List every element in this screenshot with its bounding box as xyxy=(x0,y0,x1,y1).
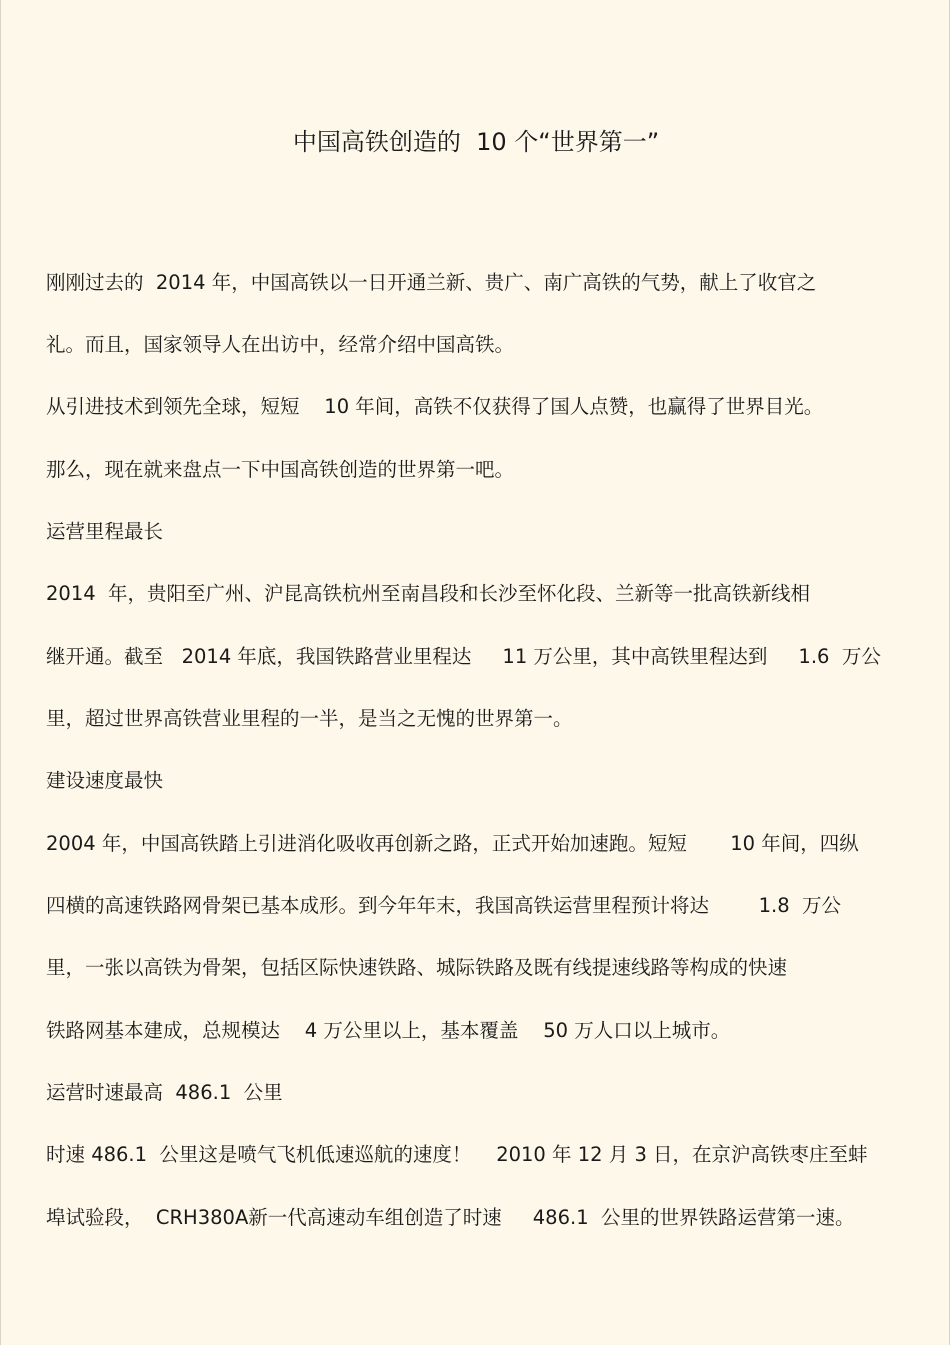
paragraph-line: 刚刚过去的 2014 年，中国高铁以一日开通兰新、贵广、南广高铁的气势，献上了收官之 xyxy=(46,271,817,294)
section-heading: 运营里程最长 xyxy=(46,520,164,543)
paragraph-line: 里，一张以高铁为骨架，包括区际快速铁路、城际铁路及既有线提速线路等构成的快速 xyxy=(46,956,788,979)
paragraph-line: 礼。而且，国家领导人在出访中，经常介绍中国高铁。 xyxy=(46,333,515,356)
section-heading: 建设速度最快 xyxy=(46,769,164,792)
paragraph-line: 四横的高速铁路网骨架已基本成形。到今年年末，我国高铁运营里程预计将达 1.8 万公 xyxy=(46,894,841,917)
paragraph-line: 2004 年，中国高铁踏上引进消化吸收再创新之路，正式开始加速跑。短短 10 年间，四纵 xyxy=(46,832,859,855)
paragraph-line: 从引进技术到领先全球，短短 10 年间，高铁不仅获得了国人点赞，也赢得了世界目光。 xyxy=(46,395,824,418)
paragraph-line: 2014 年，贵阳至广州、沪昆高铁杭州至南昌段和长沙至怀化段、兰新等一批高铁新线相 xyxy=(46,582,811,605)
paragraph-line: 那么，现在就来盘点一下中国高铁创造的世界第一吧。 xyxy=(46,458,515,481)
document-title: 中国高铁创造的 10 个“世界第一” xyxy=(292,128,660,156)
paragraph-line: 继开通。截至 2014 年底，我国铁路营业里程达 11 万公里，其中高铁里程达到 1.6 万公 xyxy=(46,645,881,668)
section-heading: 运营时速最高 486.1 公里 xyxy=(46,1081,283,1104)
paragraph-line: 铁路网基本建成，总规模达 4 万公里以上，基本覆盖 50 万人口以上城市。 xyxy=(46,1019,731,1042)
paragraph-line: 时速 486.1 公里这是喷气飞机低速巡航的速度！ 2010 年 12 月 3 日，在京沪高铁枣庄至蚌 xyxy=(46,1143,868,1166)
paragraph-line: 埠试验段， CRH380A新一代高速动车组创造了时速 486.1 公里的世界铁路运营第一速。 xyxy=(46,1206,855,1229)
paragraph-line: 里，超过世界高铁营业里程的一半，是当之无愧的世界第一。 xyxy=(46,707,573,730)
